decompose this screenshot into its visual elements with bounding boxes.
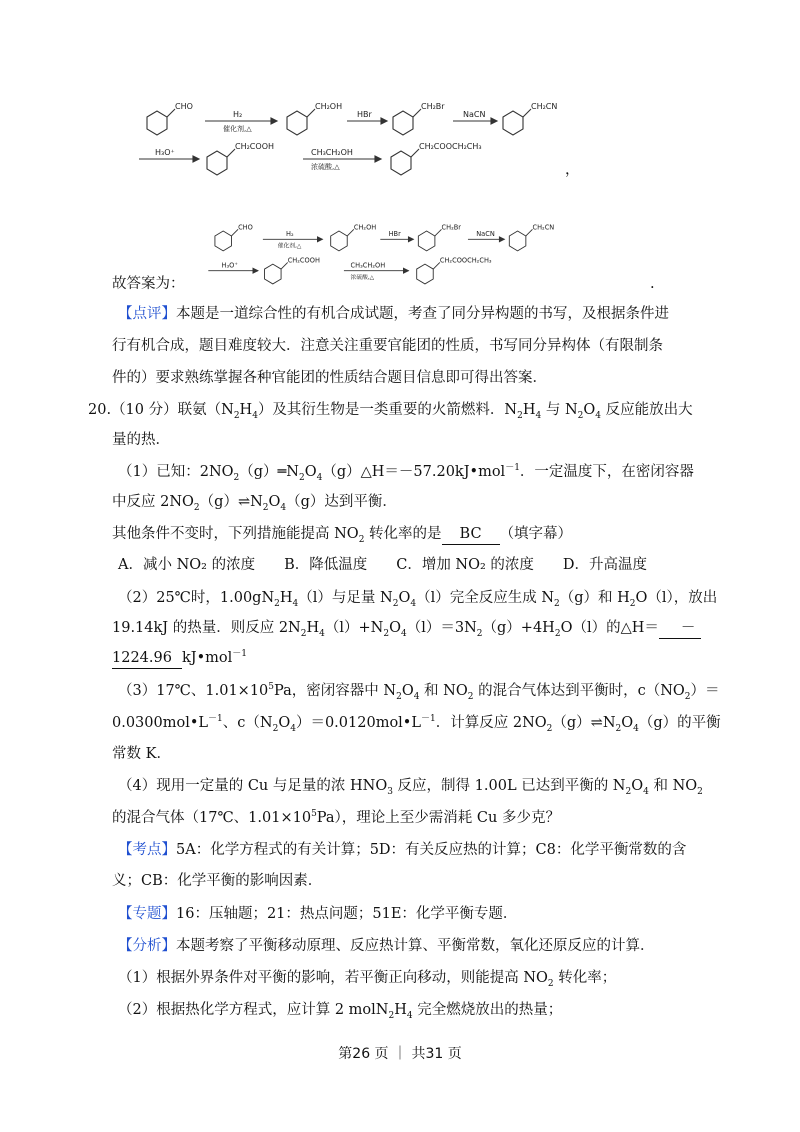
kaodian-tag: 【考点】 (118, 842, 176, 858)
t: O (401, 683, 414, 699)
t: kJ•mol (181, 650, 233, 666)
q20-part2-line-3 (112, 648, 247, 669)
r5b: 浓硫酸,△ (350, 274, 375, 281)
s6: CH₂COOCH₂CH₃ (439, 256, 492, 265)
t: O（l）的△H＝ (560, 620, 659, 636)
t: 2 (272, 723, 279, 734)
q20-part2-line-2 (112, 618, 701, 639)
t: 5 (268, 682, 275, 693)
t: 2 (396, 691, 402, 702)
s1: CHO (175, 102, 193, 111)
t: ）及其衍生物是一类重要的火箭燃料．N (257, 402, 518, 418)
t: 4 (252, 410, 258, 421)
q20-part3-line-2 (112, 713, 721, 733)
q20-part1-line-2 (112, 492, 397, 512)
fenxi-tag: 【分析】 (118, 938, 176, 954)
s6: CH₂COOCH₂CH₃ (419, 142, 482, 151)
t: 2 (233, 410, 240, 421)
t: 2 (274, 598, 280, 609)
t: 4 (319, 628, 325, 639)
t: 4 (595, 410, 602, 421)
t: （l）与足量 N (298, 590, 393, 606)
t: O (278, 715, 291, 731)
t: 4 (406, 1010, 413, 1021)
t: Pa，密闭容器中 N (274, 683, 397, 699)
t: 2 (300, 628, 307, 639)
s5: CH₂COOH (287, 256, 320, 265)
t: －1 (232, 649, 247, 660)
t: （填字幕） (499, 526, 573, 542)
t: H (279, 590, 293, 606)
t: 转化率； (553, 970, 617, 986)
t: 2 (697, 786, 703, 797)
t: 2 (233, 472, 240, 483)
t: O (621, 715, 634, 731)
fenxi-point-1 (118, 968, 616, 988)
t: （l）完全反应生成 N (416, 590, 555, 606)
t: 4 (292, 598, 299, 609)
t: ．一定温度下，在密闭容器 (519, 464, 694, 480)
t: 5 (311, 809, 317, 820)
t: 4 (413, 691, 420, 702)
t: 2 (392, 598, 399, 609)
t: 4 (400, 628, 407, 639)
t: （1）根据外界条件对平衡的影响，若平衡正向移动，则能提高 NO (118, 970, 548, 986)
t: 0.0300mol•L (112, 715, 209, 731)
s1: CHO (238, 223, 253, 232)
s2: CH₂OH (315, 102, 343, 111)
t: （g）⇌N (552, 715, 616, 731)
t: 转化率的是 (364, 526, 442, 542)
t: O (583, 402, 596, 418)
t: 2 (262, 502, 269, 513)
t: O (304, 464, 317, 480)
t: （g）△H＝－57.20kJ•mol (322, 464, 506, 480)
t: （1）已知：2NO (118, 464, 234, 480)
t: ）＝0.0120mol•L (295, 715, 421, 731)
r5a: CH₃CH₂OH (311, 148, 353, 157)
t: 反应能放出大 (601, 402, 693, 418)
t: 完全燃烧放出的热量； (412, 1002, 563, 1018)
page-footer: 第26 页 ｜ 共31 页 (338, 1046, 462, 1062)
t: －1 (421, 714, 436, 725)
t: 2 (546, 723, 553, 734)
q20-part4-line-2 (112, 808, 560, 828)
t: H (306, 620, 320, 636)
t: （g）+4H (482, 620, 555, 636)
t: 4 (633, 723, 639, 734)
kaodian-text-1: 5A：化学方程式的有关计算；5D：有关反应热的计算；C8：化学平衡常数的含 (176, 842, 687, 858)
t: 2 (684, 691, 691, 702)
fenxi-text: 本题考察了平衡移动原理、反应热计算、平衡常数，氧化还原反应的计算． (176, 938, 655, 954)
t: O (389, 620, 401, 636)
fenxi-line (118, 936, 655, 956)
q20-part2-line-1 (118, 588, 717, 608)
answer-blank-1: BC (442, 524, 500, 545)
answer-blank-2b: 1224.96 (112, 648, 182, 669)
t: 2 (388, 1010, 395, 1021)
r5b: 浓硫酸,△ (311, 163, 340, 171)
t: 2 (358, 534, 365, 545)
t: 和 NO (419, 683, 468, 699)
t: （3）17℃、1.01×10 (118, 683, 269, 699)
t: 与 N (541, 402, 578, 418)
answer-end: . (650, 276, 655, 292)
t: （2）25℃时，1.00gN (118, 590, 275, 606)
t: ）＝ (690, 683, 720, 699)
t: 2 (517, 410, 523, 421)
answer-prefix: 故答案为： (112, 276, 185, 292)
t: （g）和 H (559, 590, 630, 606)
zhuanti-tag: 【专题】 (118, 906, 176, 922)
q20-line-1 (88, 400, 693, 420)
comment-tag: 【点评】 (118, 306, 176, 322)
t: O (268, 494, 281, 510)
t: 的混合气体达到平衡时，c（NO (473, 683, 685, 699)
r1a: H₂ (286, 229, 294, 238)
t: Pa），理论上至少需消耗 Cu 多少克？ (316, 810, 560, 826)
zhuanti-line (118, 904, 517, 924)
t: 4 (290, 723, 296, 734)
q20-part3-line-3: 常数 K． (112, 746, 171, 762)
t: 4 (535, 410, 542, 421)
r3: NaCN (463, 110, 486, 119)
s4: CH₂CN (532, 223, 555, 232)
t: －1 (208, 714, 223, 725)
comment-line-1 (118, 304, 669, 324)
r4: H₃O⁺ (155, 148, 175, 157)
t: 4 (280, 502, 287, 513)
t: 19.14kJ 的热量．则反应 2N (112, 620, 301, 636)
t: （g）的平衡 (638, 715, 721, 731)
t: （l）+N (324, 620, 384, 636)
r1a: H₂ (233, 110, 243, 119)
r1b: 催化剂,△ (277, 243, 302, 250)
t: （10 分）联氨（N (111, 402, 234, 418)
s5: CH₂COOH (235, 142, 275, 151)
t: 其他条件不变时，下列措施能提高 NO (112, 526, 359, 542)
q20-number: 20. (88, 402, 112, 418)
t: 2 (625, 786, 632, 797)
kaodian-line-2: 义；CB：化学平衡的影响因素． (112, 873, 323, 889)
t: （2）根据热化学方程式，应计算 2 molN (118, 1002, 389, 1018)
t: 2 (383, 628, 390, 639)
q20-line-2: 量的热． (112, 432, 170, 448)
comment-text-1: 本题是一道综合性的有机合成试题，考查了同分异构题的书写，及根据条件进 (176, 306, 669, 322)
reaction-scheme-answer (205, 210, 635, 304)
t: 4 (643, 786, 649, 797)
t: 2 (577, 410, 584, 421)
t: 的混合气体（17℃、1.01×10 (112, 810, 312, 826)
r3: NaCN (476, 229, 495, 238)
t: O（l），放出 (635, 590, 718, 606)
t: H (394, 1002, 407, 1018)
t: 2 (554, 628, 561, 639)
t: 3 (387, 786, 393, 797)
t: 2 (193, 502, 200, 513)
q20-options: A．减小 NO₂ 的浓度 B．降低温度 C．增加 NO₂ 的浓度 D．升高温度 (118, 557, 648, 573)
t: 中反应 2NO (112, 494, 194, 510)
t: （g）⇌N (199, 494, 263, 510)
t: 2 (298, 472, 305, 483)
q20-part4-line-1 (118, 776, 703, 796)
t: 和 NO (648, 778, 698, 794)
r2: HBr (388, 229, 401, 238)
t: 2 (476, 628, 483, 639)
zhuanti-text: 16：压轴题；21：热点问题；51E：化学平衡专题． (176, 906, 518, 922)
t: O (398, 590, 411, 606)
t: H (522, 402, 536, 418)
t: 2 (467, 691, 474, 702)
t: O (631, 778, 644, 794)
s3: CH₂Br (421, 102, 445, 111)
kaodian-line-1 (118, 840, 686, 860)
s3: CH₂Br (441, 223, 461, 232)
t: H (239, 402, 253, 418)
q20-part3-line-1 (118, 681, 720, 701)
t: ．计算反应 2NO (435, 715, 547, 731)
t: 2 (554, 598, 560, 609)
t: 4 (316, 472, 323, 483)
q20-part1-line-1 (118, 462, 694, 482)
t: －1 (505, 463, 520, 474)
t: （g）达到平衡． (286, 494, 397, 510)
answer-blank-2a: － (659, 618, 702, 639)
reaction-scheme-answer-svg (205, 210, 635, 300)
t: （l）＝3N (406, 620, 477, 636)
t: （g）═N (239, 464, 299, 480)
t: 2 (629, 598, 636, 609)
t: 4 (410, 598, 417, 609)
r1b: 催化剂,△ (223, 125, 252, 133)
r5a: CH₃CH₂OH (350, 261, 386, 270)
q20-part1-line-3 (112, 524, 572, 545)
r4: H₃O⁺ (221, 261, 238, 270)
comment-line-2: 行有机合成，题目难度较大．注意关注重要官能团的性质，书写同分异构体（有限制条 (112, 338, 663, 354)
comment-line-3: 件的）要求熟练掌握各种官能团的性质结合题目信息即可得出答案． (112, 370, 547, 386)
s2: CH₂OH (353, 223, 377, 232)
t: 2 (547, 978, 554, 989)
t: 、c（N (222, 715, 273, 731)
scheme-comma: ， (565, 162, 580, 178)
t: （4）现用一定量的 Cu 与足量的浓 HNO (118, 778, 388, 794)
fenxi-point-2 (118, 1000, 562, 1020)
t: 反应，制得 1.00L 已达到平衡的 N (392, 778, 626, 794)
t: 2 (615, 723, 622, 734)
r2: HBr (357, 110, 372, 119)
s4: CH₂CN (531, 102, 558, 111)
